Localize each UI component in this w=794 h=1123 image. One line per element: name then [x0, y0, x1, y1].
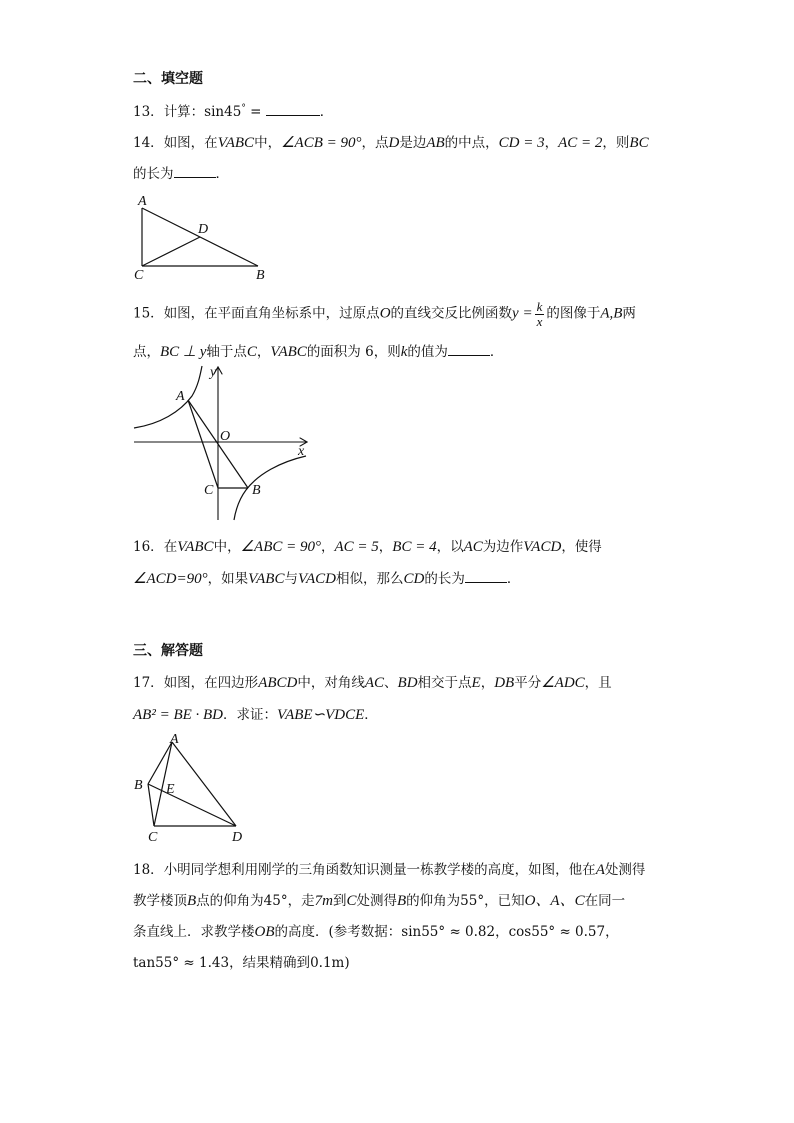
label-a: A [170, 732, 179, 747]
answer-blank[interactable] [465, 570, 507, 583]
figure-hyperbola [130, 362, 315, 524]
label-a: A [176, 389, 185, 404]
fraction-k-over-x: $\frac{k}{x}$ [536, 299, 543, 329]
label-a: A [138, 194, 147, 209]
label-b: B [134, 778, 143, 793]
question-16: 16．在VABC中，∠ABC = 90°，AC = 5，BC = 4，以AC为边作VACD，使得 [133, 539, 602, 555]
question-14: 14．如图，在VABC中，∠ACB = 90°，点D是边AB的中点，CD = 3，AC = 2，则BC [133, 135, 649, 151]
question-16-line2: ∠ACD=90°，如果VABC与VACD相似，那么CD的长为 ． [133, 571, 521, 587]
label-b: B [256, 268, 265, 282]
question-17-line2: AB² = BE · BD．求证：VABE∽VDCE． [133, 707, 378, 723]
section-heading-fill-in: 二、填空题 [133, 71, 203, 87]
label-b: B [252, 483, 261, 498]
label-e: E [166, 782, 175, 797]
figure-quadrilateral-abcd [130, 730, 250, 846]
question-18-line2: 教学楼顶B点的仰角为45°，走7m到C处测得B的仰角为55°，已知O、A、C在同一 [133, 893, 626, 909]
question-17: 17．如图，在四边形ABCD中，对角线AC、BD相交于点E，DB平分∠ADC，且 [133, 675, 612, 691]
question-14-line2: 的长为 ． [133, 166, 229, 182]
section-heading-solution: 三、解答题 [133, 643, 203, 659]
question-15: 15．如图，在平面直角坐标系中，过原点O的直线交反比例函数y = $\frac{k}{x}$ 的图像于A,B两 [133, 299, 636, 329]
question-18: 18．小明同学想利用刚学的三角函数知识测量一栋教学楼的高度，如图，他在A处测得 [133, 862, 646, 878]
label-c: C [148, 830, 158, 845]
figure-triangle-abc [130, 190, 280, 282]
label-y: y [210, 365, 217, 380]
question-15-line2: 点，BC ⊥ y轴于点C，VABC的面积为 6，则k的值为 ． [133, 344, 504, 360]
label-c: C [134, 268, 144, 282]
question-13: 13．计算：sin45° = ． [133, 103, 334, 120]
answer-blank[interactable] [266, 103, 320, 116]
question-18-line4: tan55° ≈ 1.43，结果精确到0.1m) [133, 955, 350, 971]
answer-blank[interactable] [448, 343, 490, 356]
label-d: D [198, 222, 209, 237]
answer-blank[interactable] [174, 165, 216, 178]
label-o: O [220, 429, 231, 444]
label-c: C [204, 483, 214, 498]
question-18-line3: 条直线上．求教学楼OB的高度．(参考数据：sin55° ≈ 0.82，cos55° ≈ 0.57， [133, 924, 619, 940]
label-x: x [298, 444, 305, 459]
label-d: D [232, 830, 243, 845]
